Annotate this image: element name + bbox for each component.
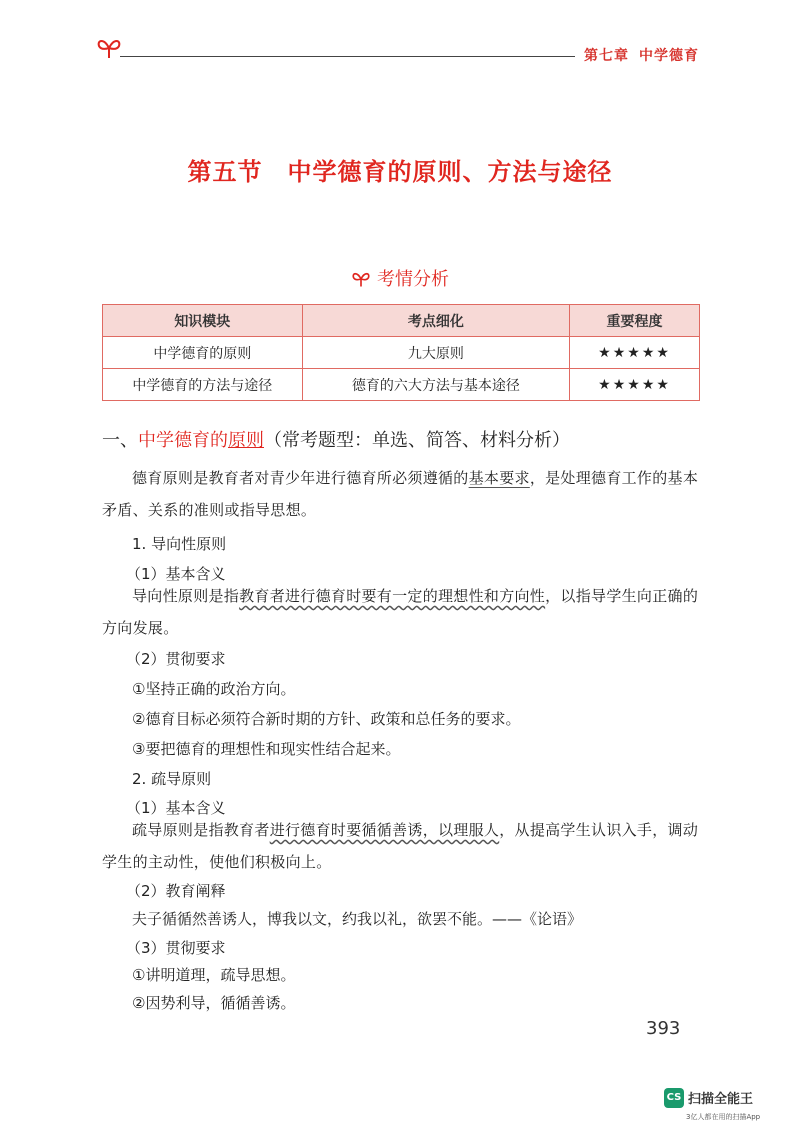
table-cell: 德育的六大方法与基本途径 <box>302 369 569 401</box>
analysis-title: 考情分析 <box>377 269 449 290</box>
principle-1-req-label: （2）贯彻要求 <box>126 650 226 668</box>
importance-stars: ★★★★★ <box>570 369 700 401</box>
meaning-text: 导向性原则是指 <box>132 587 240 605</box>
heading-question-types: （常考题型：单选、简答、材料分析） <box>264 430 570 451</box>
heading-topic: 中学德育的 <box>138 430 228 451</box>
analysis-heading <box>0 265 800 291</box>
sprout-icon <box>96 36 122 60</box>
camscanner-tagline: 3亿人都在用的扫描App <box>686 1113 761 1121</box>
column-header: 重要程度 <box>570 305 700 337</box>
table-cell: 中学德育的方法与途径 <box>103 369 303 401</box>
intro-underlined: 基本要求 <box>468 469 530 487</box>
principle-1-title: 1. 导向性原则 <box>132 535 227 553</box>
list-item: ③要把德育的理想性和现实性结合起来。 <box>132 740 401 758</box>
camscanner-name: 扫描全能王 <box>688 1092 754 1107</box>
list-item: ①坚持正确的政治方向。 <box>132 680 296 698</box>
chapter-number: 第七章 <box>584 48 629 64</box>
section-title: 第五节 中学德育的原则、方法与途径 <box>187 158 613 186</box>
sprout-icon <box>351 270 371 288</box>
table-row <box>103 337 700 369</box>
chapter-title: 中学德育 <box>639 48 699 64</box>
heading-topic-underlined: 原则 <box>228 430 264 451</box>
meaning-wavy: 进行德育时要循循善诱，以理服人 <box>269 821 500 839</box>
meaning-text: ，从提高学生认识入手，调动学生的主动性，使他们积极向上。 <box>102 821 699 871</box>
table-row <box>103 369 700 401</box>
intro-text: 德育原则是教育者对青少年进行德育所必须遵循的 <box>132 469 469 487</box>
column-header: 考点细化 <box>302 305 569 337</box>
principle-2-req-label: （3）贯彻要求 <box>126 939 226 957</box>
list-item: ②德育目标必须符合新时期的方针、政策和总任务的要求。 <box>132 710 521 728</box>
list-item: ②因势利导，循循善诱。 <box>132 994 296 1012</box>
principle-2-title: 2. 疏导原则 <box>132 770 212 788</box>
meaning-text: ，以指导学生向正确的方向发展。 <box>102 587 699 637</box>
heading-principles <box>102 426 570 452</box>
table-cell: 九大原则 <box>302 337 569 369</box>
principle-1-meaning <box>102 580 702 644</box>
list-item: ①讲明道理，疏导思想。 <box>132 966 296 984</box>
page-number: 393 <box>646 1018 681 1039</box>
importance-stars: ★★★★★ <box>570 337 700 369</box>
principle-2-meaning-label: （1）基本含义 <box>126 799 226 817</box>
exam-analysis-table <box>102 304 700 401</box>
principle-2-explain-label: （2）教育阐释 <box>126 882 226 900</box>
header-rule <box>120 56 575 57</box>
principle-2-meaning <box>102 814 702 878</box>
intro-paragraph <box>102 462 702 526</box>
meaning-wavy: 教育者进行德育时要有一定的理想性和方向性 <box>239 587 546 605</box>
heading-prefix: 一、 <box>102 430 138 451</box>
analects-quote: 夫子循循然善诱人，博我以文，约我以礼，欲罢不能。——《论语》 <box>132 910 583 928</box>
principle-1-meaning-label: （1）基本含义 <box>126 565 226 583</box>
camscanner-logo: CS <box>664 1088 684 1108</box>
meaning-text: 疏导原则是指教育者 <box>132 821 270 839</box>
table-cell: 中学德育的原则 <box>103 337 303 369</box>
running-header <box>584 45 699 65</box>
intro-text: ，是处理德育工作的基本矛盾、关系的准则或指导思想。 <box>102 469 699 519</box>
table-header-row <box>103 305 700 337</box>
column-header: 知识模块 <box>103 305 303 337</box>
